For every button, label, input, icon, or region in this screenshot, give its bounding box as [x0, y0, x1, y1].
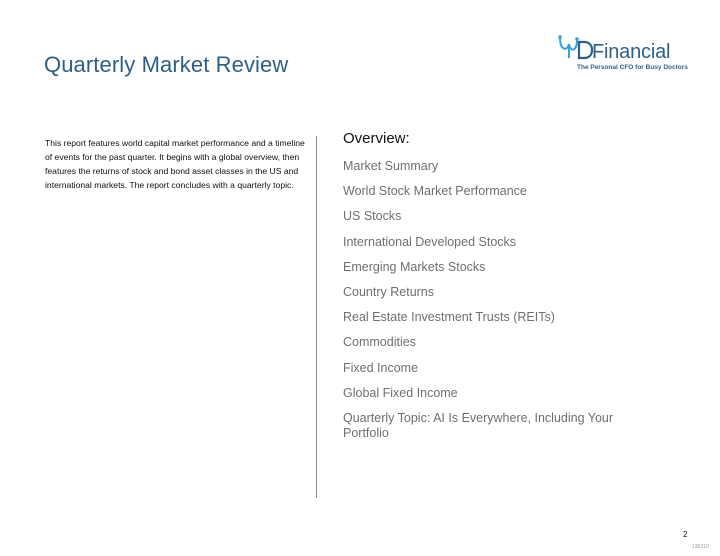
overview-item: Emerging Markets Stocks	[343, 259, 486, 274]
overview-heading: Overview:	[343, 130, 410, 147]
overview-item: Commodities	[343, 335, 416, 350]
overview-list	[343, 159, 643, 442]
company-logo	[557, 32, 688, 74]
intro-paragraph: This report features world capital market performance and a timeline of events for the past quarter. It begins with a global overview, then features the returns of stock and bond asset classes in the US and international markets. The report concludes with a quarterly topic.	[45, 138, 305, 190]
overview-item: Country Returns	[343, 284, 435, 299]
overview-item: Fixed Income	[343, 360, 419, 375]
page-title: Quarterly Market Review	[44, 52, 289, 77]
logo-wordmark: Financial	[592, 41, 671, 63]
logo-tagline: The Personal CFO for Busy Doctors	[577, 64, 688, 71]
overview-item: World Stock Market Performance	[343, 184, 527, 199]
column-divider	[316, 136, 317, 498]
overview-item: Global Fixed Income	[343, 385, 458, 400]
overview-item: International Developed Stocks	[343, 234, 517, 249]
overview-item: US Stocks	[343, 209, 402, 224]
stethoscope-md-icon	[557, 32, 597, 66]
overview-item: Market Summary	[343, 159, 439, 173]
document-code: 135210	[692, 544, 709, 550]
page-number: 2	[683, 530, 688, 539]
overview-item: Quarterly Topic: AI Is Everywhere, Including Your Portfolio	[343, 410, 614, 441]
overview-item: Real Estate Investment Trusts (REITs)	[343, 310, 555, 325]
overview-section	[343, 130, 643, 452]
